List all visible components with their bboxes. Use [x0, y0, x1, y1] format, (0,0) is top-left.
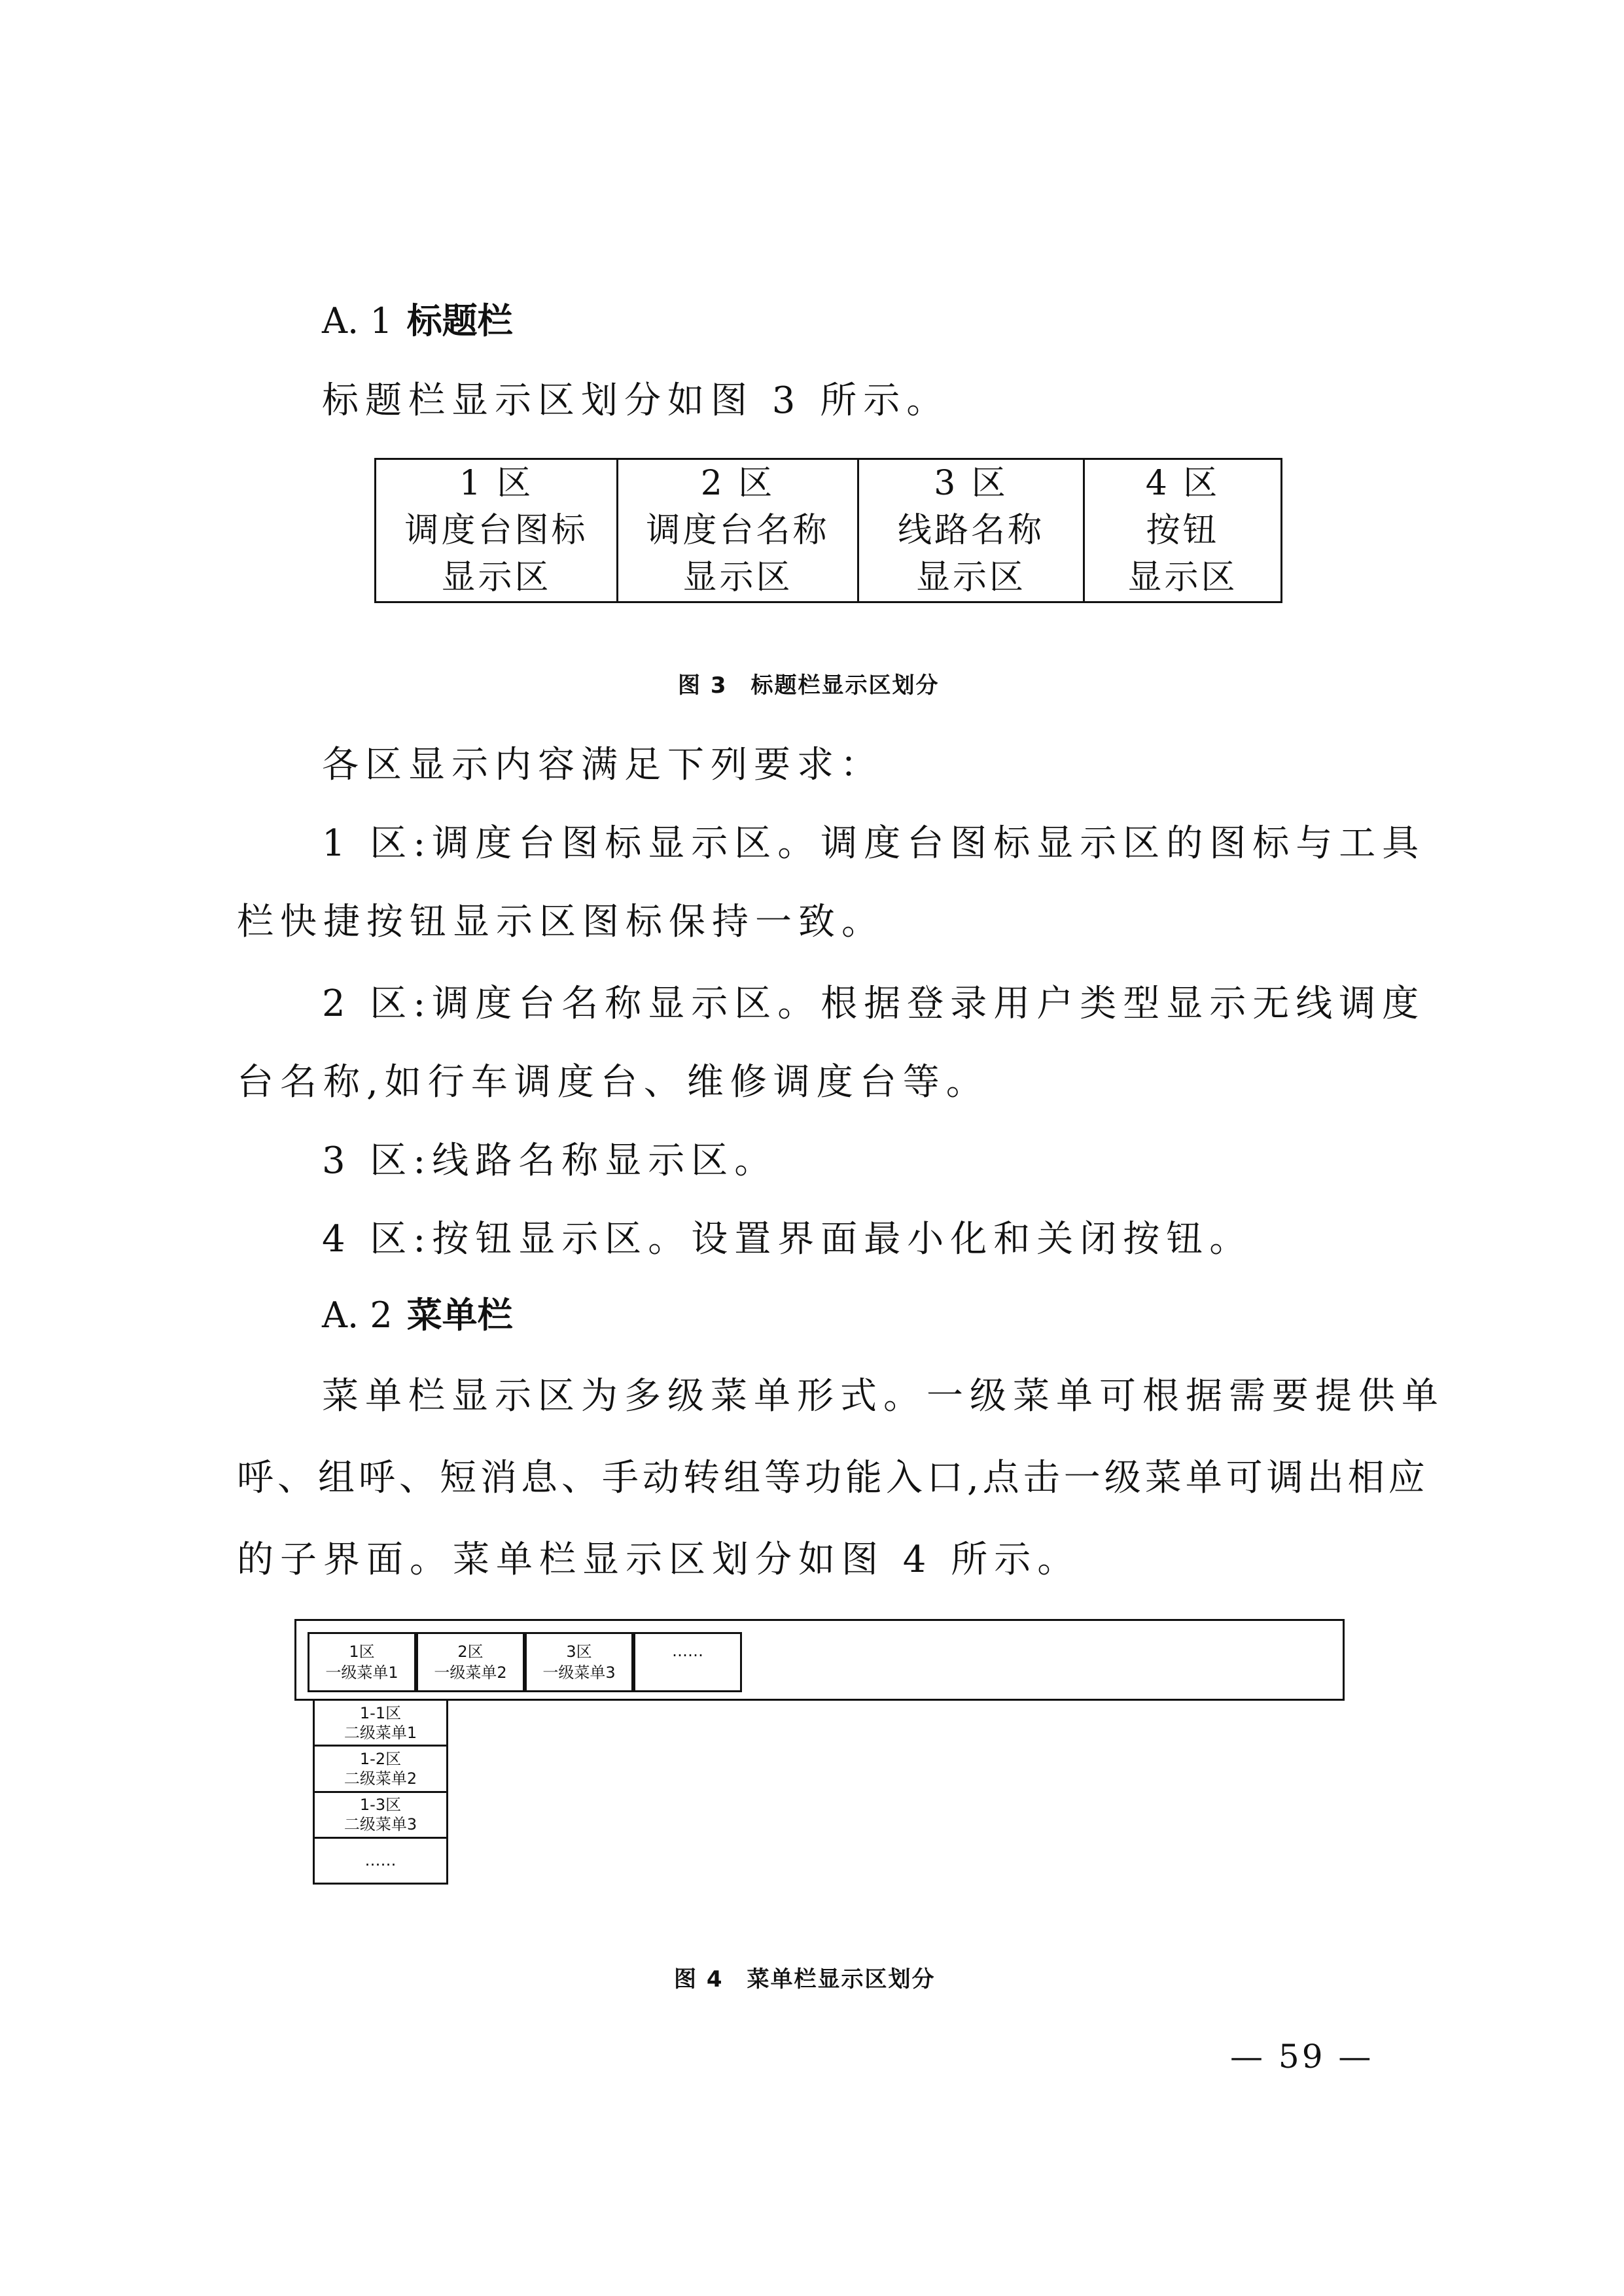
zone-number: 2 区 — [700, 464, 775, 503]
zone-cell — [1085, 460, 1280, 601]
paragraph-requirements: 各区显示内容满足下列要求： — [322, 744, 883, 786]
figure4-caption: 图 4 菜单栏显示区划分 — [674, 1966, 936, 1992]
zone-number: 1 区 — [459, 464, 534, 503]
section-heading-a1 — [322, 293, 513, 343]
menu-zone: 1区 — [349, 1643, 375, 1661]
zone-cell — [859, 460, 1085, 601]
menu-label: 一级菜单2 — [434, 1663, 507, 1682]
menu-label: 二级菜单2 — [344, 1769, 417, 1788]
paragraph-a2-line1: 菜单栏显示区为多级菜单形式。一级菜单可根据需要提供单 — [322, 1375, 1445, 1418]
zone-line2: 显示区 — [441, 558, 552, 597]
section-number: A. 1 — [322, 300, 393, 341]
level2-menu-item — [315, 1701, 446, 1747]
zone-line1: 线路名称 — [897, 511, 1044, 550]
paragraph-a1-intro: 标题栏显示区划分如图 3 所示。 — [322, 379, 950, 422]
zone-line2: 显示区 — [682, 558, 793, 597]
zone-line1: 调度台名称 — [646, 511, 830, 550]
zone-line1: 按钮 — [1146, 511, 1220, 550]
menu-label: 一级菜单3 — [542, 1663, 616, 1682]
level2-menu-item — [315, 1839, 446, 1883]
page-number: — 59 — — [1230, 2038, 1374, 2076]
menu-label: 一级菜单1 — [325, 1663, 398, 1682]
zone-number: 4 区 — [1145, 464, 1220, 503]
section-title: 标题栏 — [406, 300, 513, 341]
zone-line2: 显示区 — [1127, 558, 1238, 597]
level1-menu-item — [308, 1632, 416, 1692]
menu-zone: 3区 — [566, 1643, 592, 1661]
paragraph-a2-line3: 的子界面。菜单栏显示区划分如图 4 所示。 — [237, 1539, 1081, 1581]
paragraph-zone3: 3 区:线路名称显示区。 — [322, 1139, 778, 1182]
menu-zone: 1-1区 — [359, 1703, 402, 1722]
section-number: A. 2 — [322, 1295, 393, 1336]
zone-cell — [618, 460, 859, 601]
paragraph-a2-line2: 呼、组呼、短消息、手动转组等功能入口,点击一级菜单可调出相应 — [237, 1457, 1429, 1499]
level2-submenu — [313, 1699, 448, 1885]
zone-cell — [376, 460, 618, 601]
level1-menu-item — [525, 1632, 633, 1692]
paragraph-zone1-line2: 栏快捷按钮显示区图标保持一致。 — [237, 901, 885, 943]
menu-zone: 1-3区 — [359, 1796, 402, 1815]
menu-label: 二级菜单3 — [344, 1815, 417, 1834]
level2-menu-item — [315, 1793, 446, 1839]
figure3-caption: 图 3 标题栏显示区划分 — [678, 672, 940, 699]
menu-zone: 1-2区 — [359, 1749, 402, 1768]
menu-label: …… — [672, 1642, 703, 1660]
section-title: 菜单栏 — [406, 1295, 513, 1336]
zone-number: 3 区 — [934, 464, 1008, 503]
level1-menu-item — [416, 1632, 525, 1692]
level1-menu-item — [633, 1632, 742, 1692]
level2-menu-item — [315, 1747, 446, 1792]
menu-zone: 2区 — [457, 1643, 484, 1661]
paragraph-zone1-line1: 1 区:调度台图标显示区。调度台图标显示区的图标与工具 — [322, 822, 1426, 865]
paragraph-zone4: 4 区:按钮显示区。设置界面最小化和关闭按钮。 — [322, 1218, 1253, 1261]
menu-label: …… — [364, 1851, 397, 1870]
zone-line1: 调度台图标 — [404, 511, 588, 550]
section-heading-a2 — [322, 1287, 513, 1338]
menu-label: 二级菜单1 — [344, 1723, 417, 1742]
paragraph-zone2-line1: 2 区:调度台名称显示区。根据登录用户类型显示无线调度 — [322, 983, 1426, 1025]
zone-line2: 显示区 — [915, 558, 1026, 597]
paragraph-zone2-line2: 台名称,如行车调度台、维修调度台等。 — [237, 1061, 989, 1104]
figure3-title-bar-zones — [374, 458, 1282, 603]
